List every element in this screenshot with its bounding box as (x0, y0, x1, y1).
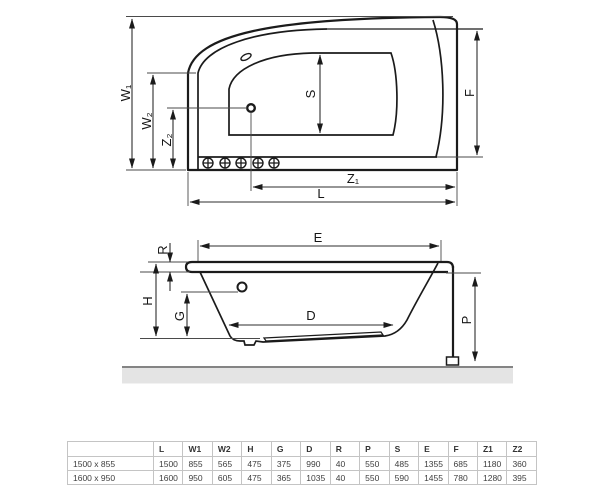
tub-foot (447, 357, 459, 365)
side-dimensions (140, 230, 481, 361)
table-cell: 475 (242, 471, 271, 485)
tub-inner-profile (200, 263, 438, 345)
table-cell: 605 (212, 471, 241, 485)
model-size-label: 1500 x 855 (68, 457, 154, 471)
table-cell: 990 (301, 457, 330, 471)
dim-label-e: E (313, 230, 323, 245)
table-cell: 685 (448, 457, 477, 471)
column-header-z1: Z1 (477, 442, 506, 457)
column-header-p: P (360, 442, 389, 457)
dim-label-g: G (172, 310, 187, 322)
dimensions-table (67, 441, 537, 485)
dim-label-w1: W₁ (118, 84, 133, 102)
table-cell: 1280 (477, 471, 506, 485)
column-header-g: G (271, 442, 300, 457)
dim-label-z2: Z₂ (159, 133, 174, 147)
column-header-e: E (419, 442, 448, 457)
table-cell: 365 (271, 471, 300, 485)
dim-label-w2: W₂ (139, 112, 154, 130)
table-cell: 1455 (419, 471, 448, 485)
table-cell: 950 (183, 471, 212, 485)
dim-label-f: F (462, 89, 477, 97)
column-header-l: L (154, 442, 183, 457)
ground-hatch (122, 368, 513, 384)
column-header-h: H (242, 442, 271, 457)
side-view (122, 230, 513, 384)
table-cell: 475 (242, 457, 271, 471)
dim-label-z1: Z₁ (346, 171, 360, 186)
column-header-w2: W2 (212, 442, 241, 457)
table-cell: 550 (360, 457, 389, 471)
column-header-s: S (389, 442, 418, 457)
table-header-row (68, 442, 537, 457)
table-cell: 855 (183, 457, 212, 471)
table-cell: 375 (271, 457, 300, 471)
model-size-label: 1600 x 950 (68, 471, 154, 485)
column-header-f: F (448, 442, 477, 457)
dim-label-p: P (459, 315, 474, 325)
jet-icon (253, 158, 263, 168)
overflow-icon (238, 283, 247, 292)
table-cell: 1500 (154, 457, 183, 471)
table-cell: 485 (389, 457, 418, 471)
table-cell: 40 (330, 471, 359, 485)
table-cell: 1600 (154, 471, 183, 485)
tub-rim-profile (186, 262, 453, 272)
dim-label-d: D (306, 308, 316, 323)
dim-label-l: L (317, 186, 325, 201)
column-header-r: R (330, 442, 359, 457)
column-header-d: D (301, 442, 330, 457)
table-cell: 1355 (419, 457, 448, 471)
table-row (68, 457, 537, 471)
table-cell: 360 (507, 457, 537, 471)
table-cell: 590 (389, 471, 418, 485)
table-cell: 1180 (477, 457, 506, 471)
column-header-z2: Z2 (507, 442, 537, 457)
dim-label-h: H (140, 296, 155, 306)
column-header-w1: W1 (183, 442, 212, 457)
table-row (68, 471, 537, 485)
dim-label-s: S (303, 89, 318, 99)
column-header-model (68, 442, 154, 457)
jet-icon (220, 158, 230, 168)
table-cell: 40 (330, 457, 359, 471)
table-cell: 780 (448, 471, 477, 485)
table-cell: 395 (507, 471, 537, 485)
dim-label-r: R (155, 245, 170, 255)
table-cell: 565 (212, 457, 241, 471)
table-cell: 550 (360, 471, 389, 485)
jet-icon (269, 158, 279, 168)
table-cell: 1035 (301, 471, 330, 485)
plan-view (118, 17, 483, 207)
jet-icon (236, 158, 246, 168)
jet-icon (203, 158, 213, 168)
